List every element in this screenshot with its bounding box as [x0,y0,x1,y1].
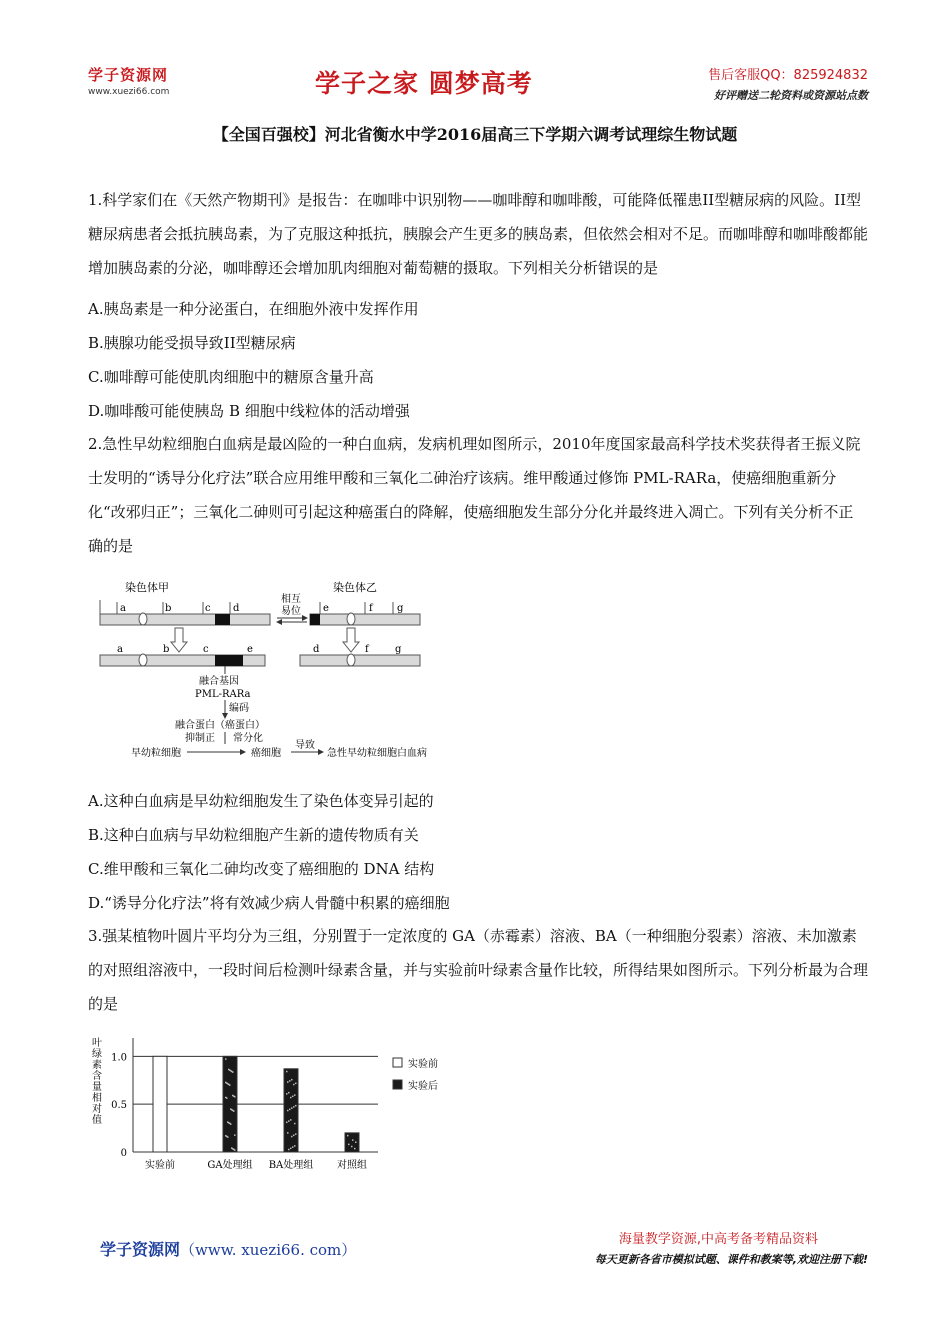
footer-promo [595,1228,868,1267]
svg-text:g: g [395,644,402,655]
q2-option-a: A.这种白血病是早幼粒细胞发生了染色体变异引起的 [88,792,434,810]
leukemia-label: 急性早幼粒细胞白血病 [327,748,427,759]
q3-stem: 3.强某植物叶圆片平均分为三组，分别置于一定浓度的 GA（赤霉素）溶液、BA（一种细胞分裂素）溶液、未加激素的对照组溶液中，一段时间后检测叶绿素含量，并与实验前叶绿素含量作比较，所得结果如图所示。下列分析最为合理的是 [88,927,869,1013]
promo-text: 好评赠送二轮资料或资源站点数 [714,89,868,102]
footer-tag: 海量教学资源,中高考备考精品资料 [618,1232,818,1247]
chrom-a-label: 染色体甲 [125,581,169,594]
logo-url: www.xuezi66.com [88,87,170,97]
svg-text:绿: 绿 [92,1049,102,1060]
q1-option-c: C.咖啡醇可能使肌肉细胞中的糖原含量升高 [88,368,374,386]
q2-option-c: C.维甲酸和三氧化二砷均改变了癌细胞的 DNA 结构 [88,860,435,878]
service-qq: 售后客服QQ：825924832 [708,68,868,83]
svg-text:对: 对 [92,1104,102,1115]
svg-text:d: d [313,644,320,655]
gene-c: c [205,603,211,614]
q2-stem: 2.急性早幼粒细胞白血病是最凶险的一种白血病，发病机理如图所示，2010年度国家最高科学技术奖获得者王振义院士发明的“诱导分化疗法”联合应用维甲酸和三氧化二砷治疗该病。维甲酸通过修饰 PML-RARa，使癌细胞重新分化“改邪归正”；三氧化二砷则可引起这种癌蛋白的降解，使癌细胞发生部分分化并最终进入凋亡。下列有关分析不正确的是 [88,435,861,555]
svg-text:素: 素 [92,1060,102,1071]
legend-swatch-after [393,1080,402,1089]
q2-option-d: D.“诱导分化疗法”将有效减少病人骨髓中积累的癌细胞 [88,894,450,912]
q1-option-d: D.咖啡酸可能使胰岛 B 细胞中线粒体的活动增强 [88,402,410,420]
header-slogan: 学子之家 圆梦高考 [315,69,533,98]
swap-label-2: 易位 [281,606,301,617]
fusion-gene-label: 融合基因 [199,676,239,687]
svg-text:b: b [163,644,170,655]
promyelocyte-label: 早幼粒细胞 [131,748,181,759]
footer-url[interactable]: （www. xuezi66. com） [180,1241,357,1259]
footer-site-name: 学子资源网 [100,1240,181,1259]
inhibit-label: 抑制正 [185,733,215,744]
footer-site [100,1237,356,1260]
svg-text:f: f [365,644,369,655]
fusion-protein-label: 融合蛋白（癌蛋白） [175,720,265,731]
gene-e: e [323,603,329,614]
gene-a: a [120,603,126,614]
svg-text:含: 含 [92,1071,102,1082]
gene-d: d [233,603,240,614]
bar-before-0 [153,1056,167,1152]
y-tick-label: 1.0 [111,1052,127,1064]
chromosome-a [100,614,270,625]
gene-f: f [369,603,373,614]
x-tick-label: 实验前 [145,1160,175,1171]
gene-b: b [165,603,172,614]
q3-chart [88,1034,468,1174]
bar-after-2 [284,1069,298,1152]
svg-text:相: 相 [92,1093,102,1104]
x-tick-label: BA处理组 [268,1160,314,1171]
header-contact [708,64,868,103]
y-tick-label: 0.5 [111,1100,127,1112]
site-logo [88,64,169,97]
legend-label-after: 实验后 [408,1081,438,1092]
gene-g: g [397,603,404,614]
svg-text:叶: 叶 [92,1038,102,1049]
chromosome-b-after [300,655,420,666]
fusion-name-label: PML-RARa [195,689,251,700]
x-tick-label: GA处理组 [207,1160,253,1171]
page-title: 【全国百强校】河北省衡水中学2016届高三下学期六调考试理综生物试题 [212,125,738,144]
q1-option-a: A.胰岛素是一种分泌蛋白，在细胞外液中发挥作用 [88,300,419,318]
svg-text:c: c [203,644,209,655]
svg-text:e: e [247,644,253,655]
chromosome-b [310,614,420,625]
svg-text:值: 值 [92,1115,102,1126]
legend-swatch-before [393,1058,402,1067]
swap-label-1: 相互 [281,594,301,605]
cancer-cell-label: 癌细胞 [251,748,281,759]
y-tick-label: 0 [120,1148,127,1159]
q1-option-b: B.胰腺功能受损导致II型糖尿病 [88,334,296,352]
q2-figure [95,578,475,768]
svg-text:量: 量 [92,1082,102,1093]
legend-label-before: 实验前 [408,1059,438,1070]
chrom-b-label: 染色体乙 [333,581,377,594]
x-tick-label: 对照组 [337,1160,367,1171]
encode-label: 编码 [229,703,249,714]
q1-stem: 1.科学家们在《天然产物期刊》是报告：在咖啡中识别物——咖啡醇和咖啡酸，可能降低罹患II型糖尿病的风险。II型糖尿病患者会抵抗胰岛素，为了克服这种抵抗，胰腺会产生更多的胰岛素，但依然会相对不足。而咖啡醇和咖啡酸都能增加胰岛素的分泌，咖啡醇还会增加肌肉细胞对葡萄糖的摄取。下列相关分析错误的是 [88,191,869,277]
logo-text: 学子资源网 [88,66,169,84]
cause-label: 导致 [295,740,315,751]
normal-label: 常分化 [233,733,263,744]
svg-text:a: a [117,644,123,655]
footer-note: 每天更新各省市模拟试题、课件和教案等,欢迎注册下载! [594,1253,868,1266]
q2-option-b: B.这种白血病与早幼粒细胞产生新的遗传物质有关 [88,826,419,844]
y-axis-label [92,1036,102,1126]
